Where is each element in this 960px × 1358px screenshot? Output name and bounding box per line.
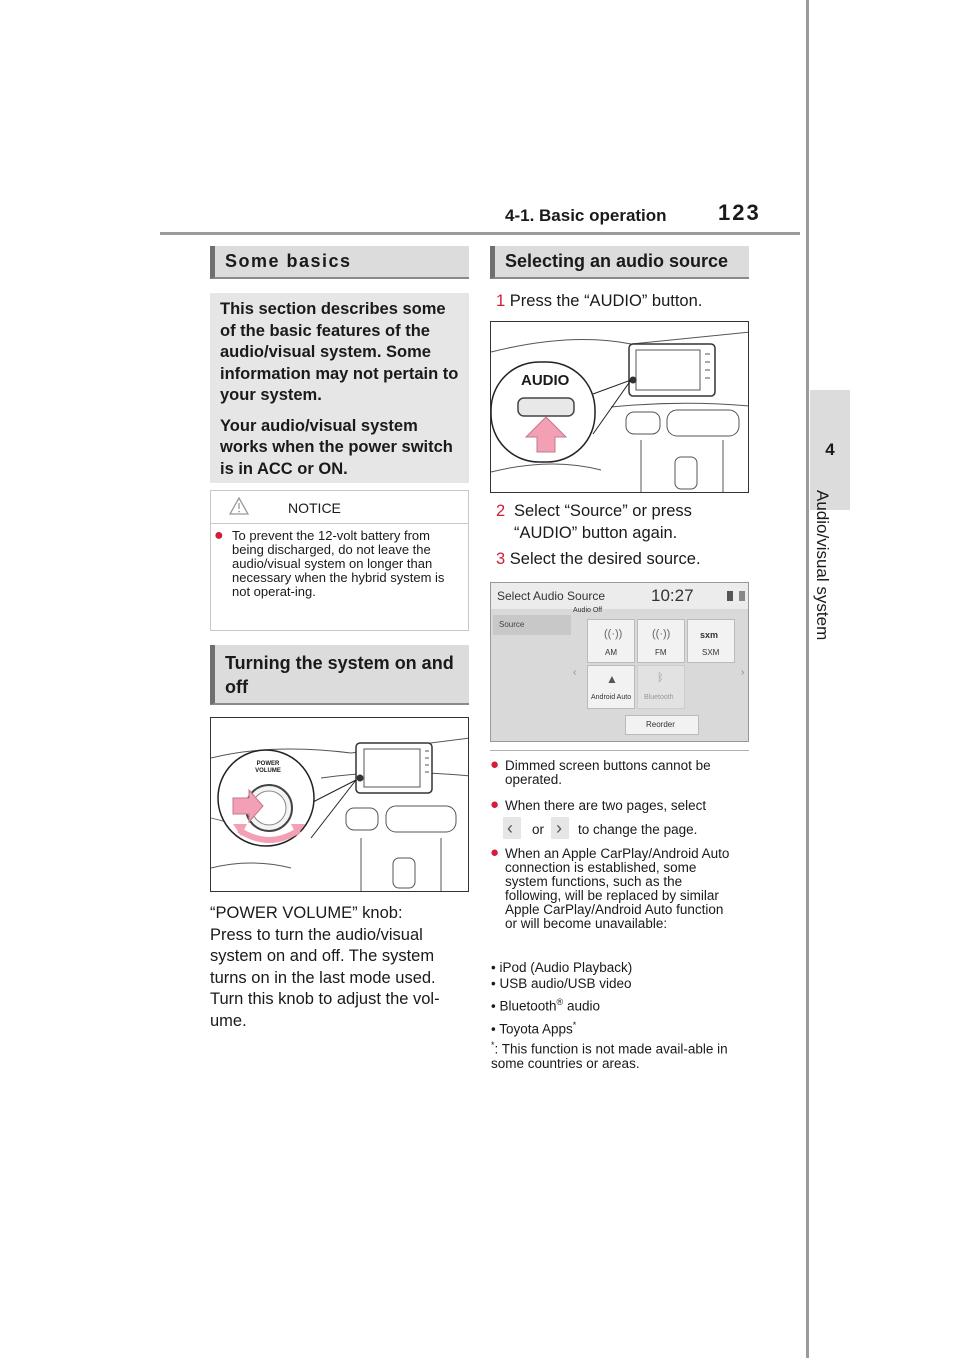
intro-text-2: Your audio/visual system works when the power switch is in ACC or ON.	[220, 416, 453, 478]
note-dimmed-text: Dimmed screen buttons cannot be operated.	[505, 758, 711, 787]
knob-desc-title: “POWER VOLUME” knob:	[210, 904, 403, 922]
step-text: Select the desired source.	[509, 550, 701, 568]
note-carplay-text: When an Apple CarPlay/Android Auto connection is established, some system functions, such as the following, will be replaced by similar Apple CarPlay/Android Auto function or will become unavailable:	[505, 846, 730, 931]
knob-label: POWER VOLUME	[255, 761, 281, 774]
bullet-icon: ●	[490, 844, 500, 861]
screen-title: Select Audio Source	[497, 589, 606, 603]
reorder-label: Reorder	[646, 720, 675, 729]
step-3	[496, 549, 751, 571]
note-dimmed	[490, 756, 752, 787]
prev-page-icon[interactable]: ‹	[573, 667, 577, 678]
or-text: or	[532, 822, 545, 837]
audio-button-illustration	[490, 321, 749, 493]
heading-selecting-audio-source: Selecting an audio source	[490, 246, 749, 279]
audio-source-screen	[490, 582, 749, 742]
note-pages-text: When there are two pages, select	[505, 798, 707, 813]
signal-icon	[739, 591, 745, 601]
footnote-text: : This function is not made avail-able in some countries or areas.	[491, 1041, 728, 1071]
heading-some-basics: Some basics	[210, 246, 469, 279]
audio-label: AUDIO	[521, 372, 570, 389]
list-item: • Bluetooth® audio	[491, 997, 600, 1014]
footnote	[491, 1038, 753, 1071]
reorder-button[interactable]	[625, 715, 699, 735]
notice-title: NOTICE	[288, 500, 341, 516]
next-page-icon[interactable]: ›	[741, 667, 745, 678]
radio-icon: ((·))	[652, 628, 671, 640]
notes-separator	[490, 750, 749, 751]
chapter-title: Audio/visual system	[813, 490, 832, 641]
next-arrow-icon: ›	[551, 817, 569, 839]
chapter-number: 4	[825, 440, 835, 459]
source-tab-label: Source	[499, 620, 525, 629]
header-rule	[160, 232, 800, 235]
bluetooth-icon: ᛒ	[657, 672, 664, 684]
intro-text-1: This section describes some of the basic features of the audio/visual system. Some information may not pertain to your system.	[220, 300, 459, 404]
audio-off-label[interactable]: Audio Off	[573, 607, 603, 614]
bullet-icon: ●	[490, 796, 500, 813]
notice-text-body: To prevent the 12-volt battery from being discharged, do not leave the audio/visual system on longer than necessary when the hybrid system is not operat-ing.	[232, 528, 445, 599]
note-pages	[490, 796, 752, 813]
tile-android-auto[interactable]	[587, 665, 635, 709]
note-carplay	[490, 844, 752, 931]
notice-text	[214, 529, 464, 599]
tile-fm[interactable]	[637, 619, 685, 663]
list-item: • Toyota Apps*	[491, 1019, 577, 1036]
asterisk: *	[491, 1040, 495, 1050]
step-2	[496, 501, 751, 544]
tile-label: SXM	[702, 648, 720, 657]
knob-description	[210, 903, 470, 1032]
notice-box	[210, 490, 469, 631]
pages-post-text: to change the page.	[578, 822, 698, 837]
section-title: 4-1. Basic operation	[505, 206, 667, 225]
radio-icon: ((·))	[604, 628, 623, 640]
tile-bluetooth	[637, 665, 685, 709]
page-number: 123	[718, 200, 761, 225]
notice-header	[211, 491, 468, 524]
step-number: 1	[496, 292, 506, 310]
function-list	[491, 961, 753, 1036]
step-number: 3	[496, 550, 506, 568]
tile-sxm[interactable]	[687, 619, 735, 663]
list-item: • iPod (Audio Playback)	[491, 960, 633, 975]
android-auto-icon: ▲	[606, 672, 618, 686]
step-1	[496, 291, 751, 313]
source-tab[interactable]	[493, 615, 571, 635]
intro-box	[210, 293, 469, 483]
step-number: 2	[496, 502, 506, 520]
warning-icon	[229, 497, 249, 515]
sxm-icon: sxm	[700, 630, 719, 640]
tile-am[interactable]	[587, 619, 635, 663]
step-text: Press the “AUDIO” button.	[509, 292, 703, 310]
tile-label: AM	[605, 648, 617, 657]
side-rule	[806, 0, 809, 1358]
knob-desc-body: Press to turn the audio/visual system on and off. The system turns on in the last mode used. Turn this knob to adjust the vol-ume.	[210, 925, 440, 1030]
battery-icon	[727, 591, 733, 601]
step-text: Select “Source” or press “AUDIO” button again.	[514, 502, 692, 542]
screen-clock: 10:27	[651, 586, 694, 605]
bullet-icon: ●	[490, 756, 500, 773]
tile-label: Android Auto	[591, 694, 632, 701]
prev-arrow-icon: ‹	[503, 817, 521, 839]
power-volume-illustration	[210, 717, 469, 892]
heading-turning-on-off: Turning the system on and off	[210, 645, 469, 705]
tile-label: FM	[655, 648, 667, 657]
list-item: • USB audio/USB video	[491, 976, 632, 991]
bullet-icon: ●	[214, 527, 224, 544]
tile-label: Bluetooth	[644, 694, 674, 701]
